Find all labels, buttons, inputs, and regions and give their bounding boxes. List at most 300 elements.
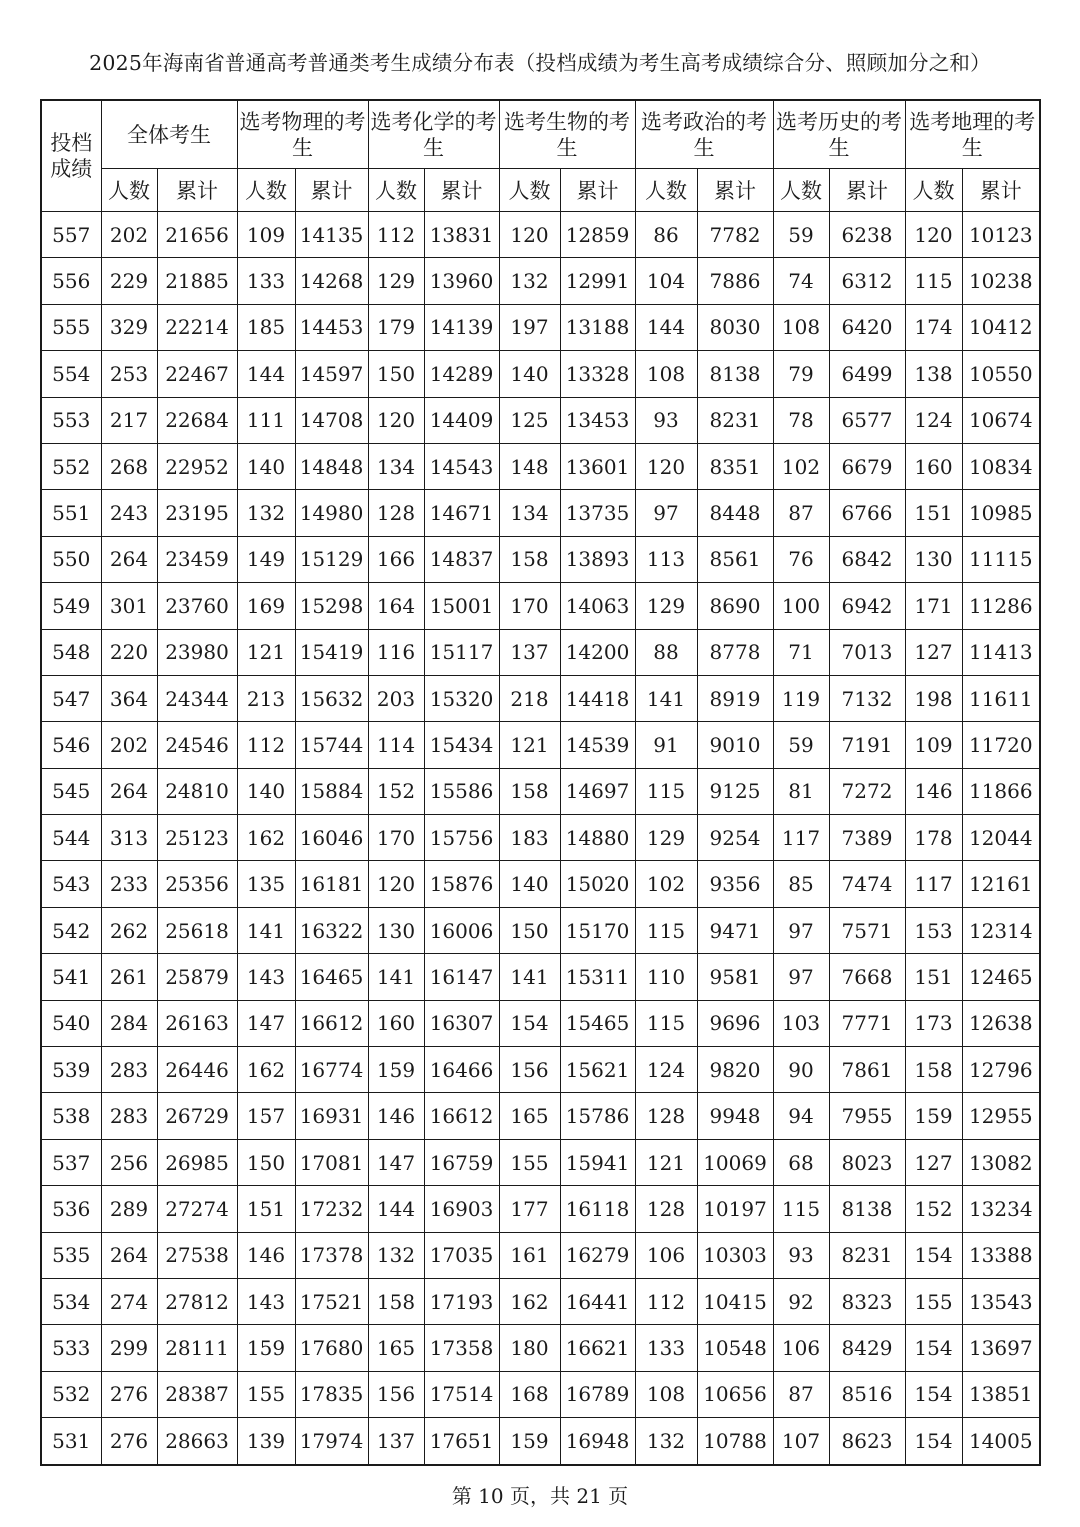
table-cell: 9696 — [697, 1000, 773, 1046]
table-cell: 14980 — [295, 490, 368, 536]
table-cell: 112 — [368, 212, 424, 258]
table-cell: 8231 — [697, 397, 773, 443]
table-cell: 10656 — [697, 1371, 773, 1417]
table-cell: 15756 — [424, 815, 499, 861]
table-cell: 8516 — [829, 1371, 905, 1417]
table-cell: 137 — [499, 629, 560, 675]
score-cell: 537 — [41, 1139, 101, 1185]
table-cell: 15586 — [424, 768, 499, 814]
table-cell: 6766 — [829, 490, 905, 536]
table-cell: 164 — [368, 583, 424, 629]
table-cell: 15632 — [295, 675, 368, 721]
table-cell: 8778 — [697, 629, 773, 675]
table-cell: 233 — [101, 861, 157, 907]
score-cell: 543 — [41, 861, 101, 907]
score-column-header: 投档成绩 — [41, 100, 101, 212]
table-cell: 168 — [499, 1371, 560, 1417]
table-cell: 26985 — [157, 1139, 237, 1185]
table-cell: 76 — [773, 536, 829, 582]
table-cell: 74 — [773, 258, 829, 304]
header-row-subcolumns — [41, 169, 1040, 212]
table-cell: 14268 — [295, 258, 368, 304]
table-cell: 15117 — [424, 629, 499, 675]
table-cell: 220 — [101, 629, 157, 675]
table-cell: 16465 — [295, 954, 368, 1000]
table-cell: 10415 — [697, 1278, 773, 1324]
table-cell: 8138 — [697, 351, 773, 397]
table-cell: 14005 — [962, 1418, 1040, 1465]
table-row — [41, 397, 1040, 443]
score-cell: 549 — [41, 583, 101, 629]
table-cell: 7668 — [829, 954, 905, 1000]
table-cell: 162 — [237, 1047, 295, 1093]
table-cell: 108 — [773, 304, 829, 350]
table-cell: 14543 — [424, 443, 499, 489]
table-cell: 104 — [635, 258, 697, 304]
table-cell: 299 — [101, 1325, 157, 1371]
table-cell: 9948 — [697, 1093, 773, 1139]
table-cell: 154 — [905, 1371, 962, 1417]
table-cell: 17193 — [424, 1278, 499, 1324]
table-cell: 144 — [368, 1186, 424, 1232]
table-cell: 106 — [773, 1325, 829, 1371]
table-cell: 22952 — [157, 443, 237, 489]
table-cell: 17521 — [295, 1278, 368, 1324]
table-cell: 141 — [499, 954, 560, 1000]
table-row — [41, 1139, 1040, 1185]
table-cell: 93 — [635, 397, 697, 443]
table-cell: 17378 — [295, 1232, 368, 1278]
table-cell: 97 — [773, 907, 829, 953]
group-header: 选考生物的考生 — [499, 100, 635, 169]
table-cell: 154 — [905, 1325, 962, 1371]
table-cell: 7191 — [829, 722, 905, 768]
table-cell: 9356 — [697, 861, 773, 907]
table-cell: 143 — [237, 954, 295, 1000]
table-row — [41, 1325, 1040, 1371]
group-header: 选考政治的考生 — [635, 100, 773, 169]
table-cell: 115 — [635, 907, 697, 953]
table-cell: 158 — [499, 768, 560, 814]
table-cell: 152 — [368, 768, 424, 814]
table-cell: 127 — [905, 1139, 962, 1185]
table-cell: 15170 — [560, 907, 635, 953]
cumulative-column-header: 累计 — [295, 169, 368, 212]
table-cell: 202 — [101, 722, 157, 768]
table-cell: 198 — [905, 675, 962, 721]
table-cell: 15941 — [560, 1139, 635, 1185]
table-cell: 155 — [237, 1371, 295, 1417]
table-cell: 15298 — [295, 583, 368, 629]
table-row — [41, 675, 1040, 721]
score-cell: 536 — [41, 1186, 101, 1232]
table-cell: 103 — [773, 1000, 829, 1046]
table-cell: 150 — [499, 907, 560, 953]
table-cell: 151 — [905, 490, 962, 536]
table-cell: 120 — [635, 443, 697, 489]
table-cell: 109 — [905, 722, 962, 768]
table-cell: 8448 — [697, 490, 773, 536]
table-cell: 17514 — [424, 1371, 499, 1417]
table-cell: 268 — [101, 443, 157, 489]
table-cell: 92 — [773, 1278, 829, 1324]
score-cell: 545 — [41, 768, 101, 814]
table-cell: 153 — [905, 907, 962, 953]
table-cell: 7272 — [829, 768, 905, 814]
score-cell: 550 — [41, 536, 101, 582]
table-cell: 14418 — [560, 675, 635, 721]
table-cell: 17680 — [295, 1325, 368, 1371]
table-cell: 132 — [635, 1418, 697, 1465]
cumulative-column-header: 累计 — [424, 169, 499, 212]
table-cell: 183 — [499, 815, 560, 861]
table-cell: 12161 — [962, 861, 1040, 907]
table-cell: 106 — [635, 1232, 697, 1278]
table-cell: 147 — [368, 1139, 424, 1185]
table-cell: 156 — [368, 1371, 424, 1417]
table-cell: 161 — [499, 1232, 560, 1278]
table-row — [41, 1186, 1040, 1232]
table-cell: 22467 — [157, 351, 237, 397]
table-cell: 128 — [635, 1093, 697, 1139]
table-cell: 141 — [368, 954, 424, 1000]
table-cell: 25618 — [157, 907, 237, 953]
score-cell: 538 — [41, 1093, 101, 1139]
table-cell: 9471 — [697, 907, 773, 953]
table-row — [41, 304, 1040, 350]
table-cell: 14289 — [424, 351, 499, 397]
table-cell: 14135 — [295, 212, 368, 258]
table-cell: 177 — [499, 1186, 560, 1232]
table-cell: 14597 — [295, 351, 368, 397]
table-cell: 202 — [101, 212, 157, 258]
table-cell: 134 — [368, 443, 424, 489]
table-cell: 108 — [635, 1371, 697, 1417]
table-cell: 15129 — [295, 536, 368, 582]
table-cell: 10788 — [697, 1418, 773, 1465]
table-cell: 130 — [368, 907, 424, 953]
table-cell: 13960 — [424, 258, 499, 304]
table-cell: 25356 — [157, 861, 237, 907]
table-cell: 128 — [368, 490, 424, 536]
table-cell: 140 — [499, 861, 560, 907]
table-cell: 107 — [773, 1418, 829, 1465]
table-row — [41, 861, 1040, 907]
table-cell: 283 — [101, 1047, 157, 1093]
table-cell: 148 — [499, 443, 560, 489]
table-cell: 313 — [101, 815, 157, 861]
table-cell: 121 — [237, 629, 295, 675]
table-cell: 81 — [773, 768, 829, 814]
table-cell: 100 — [773, 583, 829, 629]
table-cell: 10303 — [697, 1232, 773, 1278]
table-cell: 24810 — [157, 768, 237, 814]
table-cell: 284 — [101, 1000, 157, 1046]
group-header: 选考物理的考生 — [237, 100, 368, 169]
table-cell: 129 — [635, 815, 697, 861]
table-row — [41, 351, 1040, 397]
table-cell: 11413 — [962, 629, 1040, 675]
table-cell: 154 — [499, 1000, 560, 1046]
table-cell: 115 — [905, 258, 962, 304]
header-row-groups — [41, 100, 1040, 169]
table-cell: 8231 — [829, 1232, 905, 1278]
table-cell: 16621 — [560, 1325, 635, 1371]
table-cell: 7571 — [829, 907, 905, 953]
table-cell: 24344 — [157, 675, 237, 721]
table-cell: 108 — [635, 351, 697, 397]
table-cell: 151 — [237, 1186, 295, 1232]
table-cell: 88 — [635, 629, 697, 675]
table-cell: 8323 — [829, 1278, 905, 1324]
table-cell: 16006 — [424, 907, 499, 953]
table-cell: 13234 — [962, 1186, 1040, 1232]
table-cell: 97 — [773, 954, 829, 1000]
table-cell: 283 — [101, 1093, 157, 1139]
table-cell: 170 — [368, 815, 424, 861]
table-cell: 144 — [635, 304, 697, 350]
table-cell: 7886 — [697, 258, 773, 304]
table-cell: 146 — [905, 768, 962, 814]
table-row — [41, 629, 1040, 675]
table-cell: 117 — [905, 861, 962, 907]
table-cell: 141 — [635, 675, 697, 721]
table-cell: 329 — [101, 304, 157, 350]
table-cell: 7474 — [829, 861, 905, 907]
table-cell: 6238 — [829, 212, 905, 258]
table-row — [41, 443, 1040, 489]
table-cell: 151 — [905, 954, 962, 1000]
table-cell: 12638 — [962, 1000, 1040, 1046]
table-cell: 15621 — [560, 1047, 635, 1093]
table-cell: 112 — [635, 1278, 697, 1324]
table-cell: 124 — [905, 397, 962, 443]
cumulative-column-header: 累计 — [962, 169, 1040, 212]
table-cell: 16307 — [424, 1000, 499, 1046]
table-cell: 162 — [499, 1278, 560, 1324]
table-cell: 22214 — [157, 304, 237, 350]
table-cell: 253 — [101, 351, 157, 397]
score-cell: 556 — [41, 258, 101, 304]
table-cell: 91 — [635, 722, 697, 768]
table-cell: 157 — [237, 1093, 295, 1139]
table-cell: 68 — [773, 1139, 829, 1185]
table-cell: 90 — [773, 1047, 829, 1093]
table-cell: 17081 — [295, 1139, 368, 1185]
table-cell: 289 — [101, 1186, 157, 1232]
count-column-header: 人数 — [773, 169, 829, 212]
table-cell: 25123 — [157, 815, 237, 861]
table-cell: 10985 — [962, 490, 1040, 536]
table-cell: 120 — [368, 861, 424, 907]
table-cell: 121 — [635, 1139, 697, 1185]
table-cell: 11866 — [962, 768, 1040, 814]
table-cell: 159 — [368, 1047, 424, 1093]
table-cell: 13851 — [962, 1371, 1040, 1417]
table-cell: 16774 — [295, 1047, 368, 1093]
table-cell: 14837 — [424, 536, 499, 582]
table-cell: 243 — [101, 490, 157, 536]
table-cell: 127 — [905, 629, 962, 675]
table-cell: 16612 — [424, 1093, 499, 1139]
table-cell: 152 — [905, 1186, 962, 1232]
table-cell: 125 — [499, 397, 560, 443]
table-cell: 8138 — [829, 1186, 905, 1232]
table-cell: 132 — [368, 1232, 424, 1278]
table-cell: 6679 — [829, 443, 905, 489]
table-cell: 14697 — [560, 768, 635, 814]
table-cell: 15434 — [424, 722, 499, 768]
table-cell: 133 — [237, 258, 295, 304]
table-cell: 14708 — [295, 397, 368, 443]
table-row — [41, 1418, 1040, 1465]
table-cell: 10674 — [962, 397, 1040, 443]
table-cell: 102 — [773, 443, 829, 489]
table-cell: 112 — [237, 722, 295, 768]
table-cell: 13543 — [962, 1278, 1040, 1324]
table-cell: 7771 — [829, 1000, 905, 1046]
table-cell: 155 — [905, 1278, 962, 1324]
table-cell: 23195 — [157, 490, 237, 536]
table-cell: 213 — [237, 675, 295, 721]
score-cell: 541 — [41, 954, 101, 1000]
table-row — [41, 258, 1040, 304]
table-cell: 16948 — [560, 1418, 635, 1465]
table-cell: 93 — [773, 1232, 829, 1278]
table-cell: 276 — [101, 1371, 157, 1417]
table-cell: 218 — [499, 675, 560, 721]
table-cell: 87 — [773, 1371, 829, 1417]
table-cell: 154 — [905, 1418, 962, 1465]
score-cell: 544 — [41, 815, 101, 861]
table-cell: 8023 — [829, 1139, 905, 1185]
table-cell: 264 — [101, 768, 157, 814]
table-cell: 27274 — [157, 1186, 237, 1232]
table-cell: 7132 — [829, 675, 905, 721]
table-cell: 8429 — [829, 1325, 905, 1371]
table-cell: 117 — [773, 815, 829, 861]
table-cell: 158 — [905, 1047, 962, 1093]
table-cell: 8690 — [697, 583, 773, 629]
table-cell: 28387 — [157, 1371, 237, 1417]
table-cell: 229 — [101, 258, 157, 304]
table-cell: 134 — [499, 490, 560, 536]
table-cell: 13831 — [424, 212, 499, 258]
table-cell: 15786 — [560, 1093, 635, 1139]
table-row — [41, 1093, 1040, 1139]
table-cell: 115 — [773, 1186, 829, 1232]
table-cell: 170 — [499, 583, 560, 629]
table-cell: 178 — [905, 815, 962, 861]
table-cell: 185 — [237, 304, 295, 350]
table-cell: 109 — [237, 212, 295, 258]
table-cell: 10197 — [697, 1186, 773, 1232]
table-cell: 12859 — [560, 212, 635, 258]
table-cell: 17651 — [424, 1418, 499, 1465]
table-cell: 121 — [499, 722, 560, 768]
table-cell: 13328 — [560, 351, 635, 397]
table-cell: 159 — [237, 1325, 295, 1371]
table-cell: 13388 — [962, 1232, 1040, 1278]
table-cell: 23760 — [157, 583, 237, 629]
table-cell: 27812 — [157, 1278, 237, 1324]
table-cell: 10069 — [697, 1139, 773, 1185]
count-column-header: 人数 — [101, 169, 157, 212]
table-cell: 13082 — [962, 1139, 1040, 1185]
table-cell: 135 — [237, 861, 295, 907]
table-cell: 16181 — [295, 861, 368, 907]
table-row — [41, 536, 1040, 582]
table-cell: 262 — [101, 907, 157, 953]
table-cell: 160 — [368, 1000, 424, 1046]
table-cell: 276 — [101, 1418, 157, 1465]
group-header: 选考地理的考生 — [905, 100, 1040, 169]
table-cell: 6577 — [829, 397, 905, 443]
table-cell: 8919 — [697, 675, 773, 721]
table-cell: 15020 — [560, 861, 635, 907]
score-cell: 540 — [41, 1000, 101, 1046]
table-row — [41, 490, 1040, 536]
table-cell: 13453 — [560, 397, 635, 443]
table-cell: 364 — [101, 675, 157, 721]
table-cell: 132 — [499, 258, 560, 304]
table-cell: 203 — [368, 675, 424, 721]
table-cell: 26729 — [157, 1093, 237, 1139]
table-cell: 12955 — [962, 1093, 1040, 1139]
count-column-header: 人数 — [499, 169, 560, 212]
table-cell: 16931 — [295, 1093, 368, 1139]
table-row — [41, 722, 1040, 768]
table-row — [41, 1232, 1040, 1278]
table-cell: 13735 — [560, 490, 635, 536]
table-cell: 10238 — [962, 258, 1040, 304]
table-cell: 15419 — [295, 629, 368, 675]
table-cell: 12044 — [962, 815, 1040, 861]
table-body — [41, 212, 1040, 1465]
table-cell: 85 — [773, 861, 829, 907]
table-cell: 146 — [237, 1232, 295, 1278]
count-column-header: 人数 — [237, 169, 295, 212]
table-cell: 15001 — [424, 583, 499, 629]
table-cell: 15744 — [295, 722, 368, 768]
table-cell: 150 — [237, 1139, 295, 1185]
table-cell: 301 — [101, 583, 157, 629]
table-cell: 160 — [905, 443, 962, 489]
table-cell: 6942 — [829, 583, 905, 629]
table-cell: 15311 — [560, 954, 635, 1000]
table-cell: 94 — [773, 1093, 829, 1139]
table-cell: 16759 — [424, 1139, 499, 1185]
table-cell: 16046 — [295, 815, 368, 861]
page-title: 2025年海南省普通高考普通类考生成绩分布表（投档成绩为考生高考成绩综合分、照顾加分之和） — [89, 51, 991, 75]
table-cell: 16612 — [295, 1000, 368, 1046]
table-cell: 7782 — [697, 212, 773, 258]
table-cell: 15465 — [560, 1000, 635, 1046]
score-cell: 552 — [41, 443, 101, 489]
table-cell: 140 — [499, 351, 560, 397]
table-cell: 17035 — [424, 1232, 499, 1278]
table-cell: 156 — [499, 1047, 560, 1093]
group-header: 选考化学的考生 — [368, 100, 499, 169]
score-cell: 554 — [41, 351, 101, 397]
table-cell: 97 — [635, 490, 697, 536]
score-cell: 547 — [41, 675, 101, 721]
table-cell: 261 — [101, 954, 157, 1000]
table-cell: 13188 — [560, 304, 635, 350]
table-cell: 26163 — [157, 1000, 237, 1046]
table-cell: 21885 — [157, 258, 237, 304]
table-cell: 6842 — [829, 536, 905, 582]
